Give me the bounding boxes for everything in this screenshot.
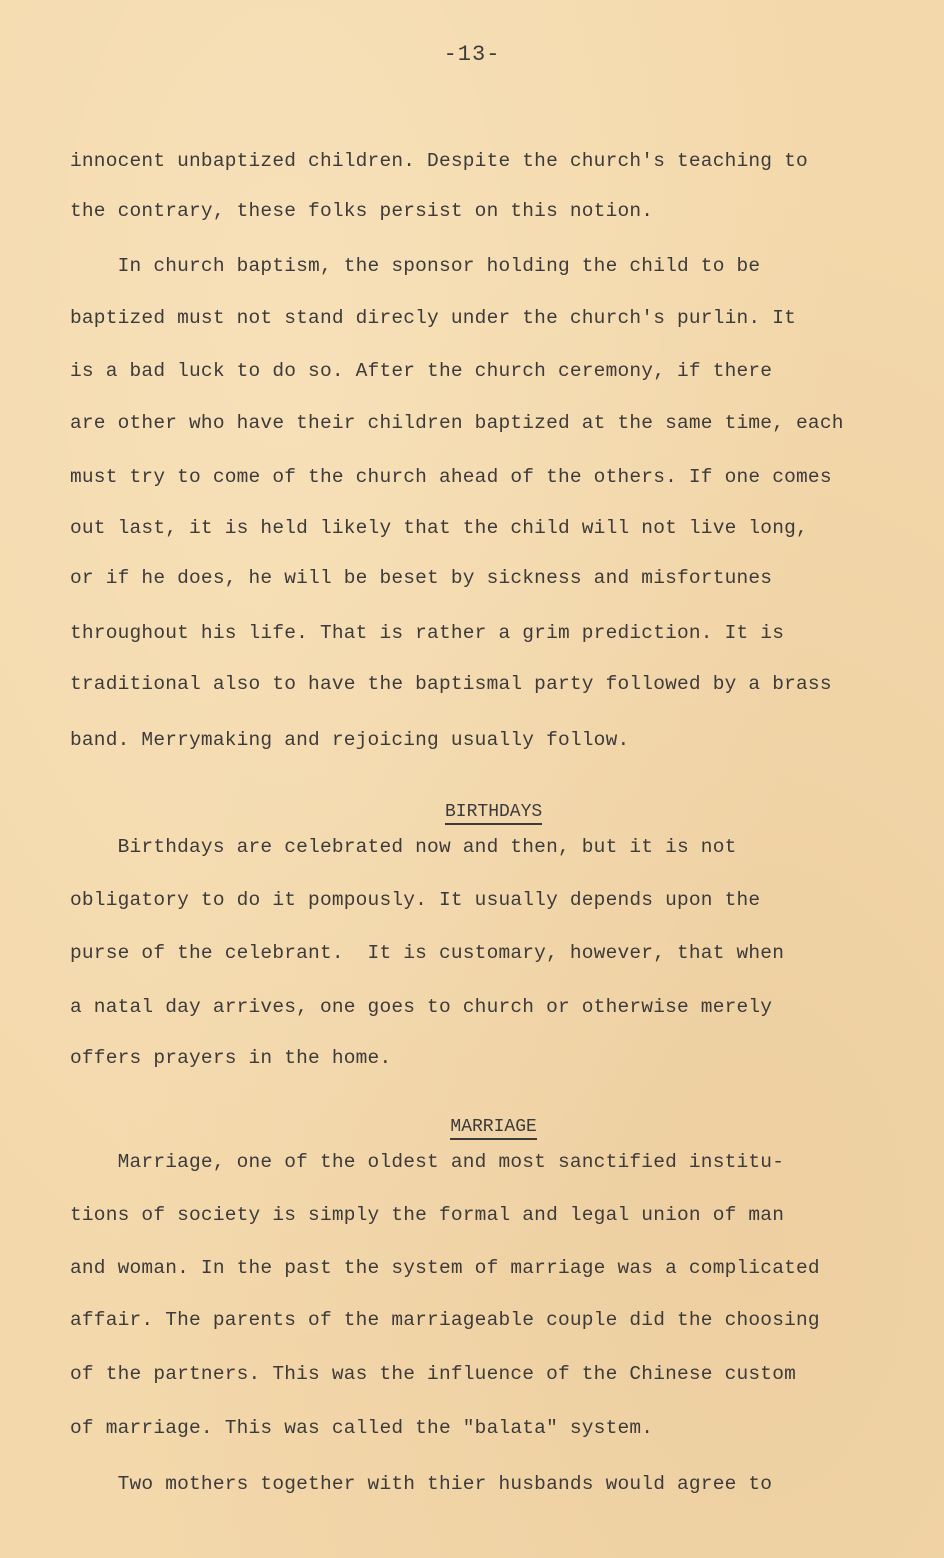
text-line: or if he does, he will be beset by sickness and misfortunes — [70, 567, 773, 589]
text-line: is a bad luck to do so. After the church ceremony, if there — [70, 360, 773, 382]
text-line: are other who have their children baptized at the same time, each — [70, 412, 844, 434]
text-line: band. Merrymaking and rejoicing usually follow. — [70, 729, 630, 751]
text-line: In church baptism, the sponsor holding the child to be — [70, 255, 761, 277]
section-heading-birthdays — [0, 782, 944, 842]
text-line: traditional also to have the baptismal party followed by a brass — [70, 673, 832, 695]
text-line: a natal day arrives, one goes to church or otherwise merely — [70, 996, 773, 1018]
text-line: Two mothers together with thier husbands would agree to — [70, 1473, 773, 1495]
text-line: obligatory to do it pompously. It usually depends upon the — [70, 889, 761, 911]
heading-text: MARRIAGE — [450, 1117, 536, 1140]
section-heading-marriage — [0, 1097, 944, 1157]
text-line: throughout his life. That is rather a grim prediction. It is — [70, 622, 785, 644]
text-line: of marriage. This was called the "balata" system. — [70, 1417, 654, 1439]
text-line: affair. The parents of the marriageable couple did the choosing — [70, 1309, 820, 1331]
text-line: Marriage, one of the oldest and most sanctified institu- — [70, 1151, 785, 1173]
text-line: tions of society is simply the formal and legal union of man — [70, 1204, 785, 1226]
text-line: of the partners. This was the influence of the Chinese custom — [70, 1363, 797, 1385]
text-line: out last, it is held likely that the child will not live long, — [70, 517, 808, 539]
text-line: offers prayers in the home. — [70, 1047, 392, 1069]
heading-text: BIRTHDAYS — [445, 802, 542, 825]
text-line: purse of the celebrant. It is customary, however, that when — [70, 942, 785, 964]
text-line: baptized must not stand direcly under the church's purlin. It — [70, 307, 797, 329]
page-number: -13- — [443, 42, 501, 67]
text-line: must try to come of the church ahead of the others. If one comes — [70, 466, 832, 488]
text-line: the contrary, these folks persist on this notion. — [70, 200, 654, 222]
text-line: Birthdays are celebrated now and then, but it is not — [70, 836, 737, 858]
text-line: innocent unbaptized children. Despite the church's teaching to — [70, 150, 808, 172]
text-line: and woman. In the past the system of marriage was a complicated — [70, 1257, 820, 1279]
